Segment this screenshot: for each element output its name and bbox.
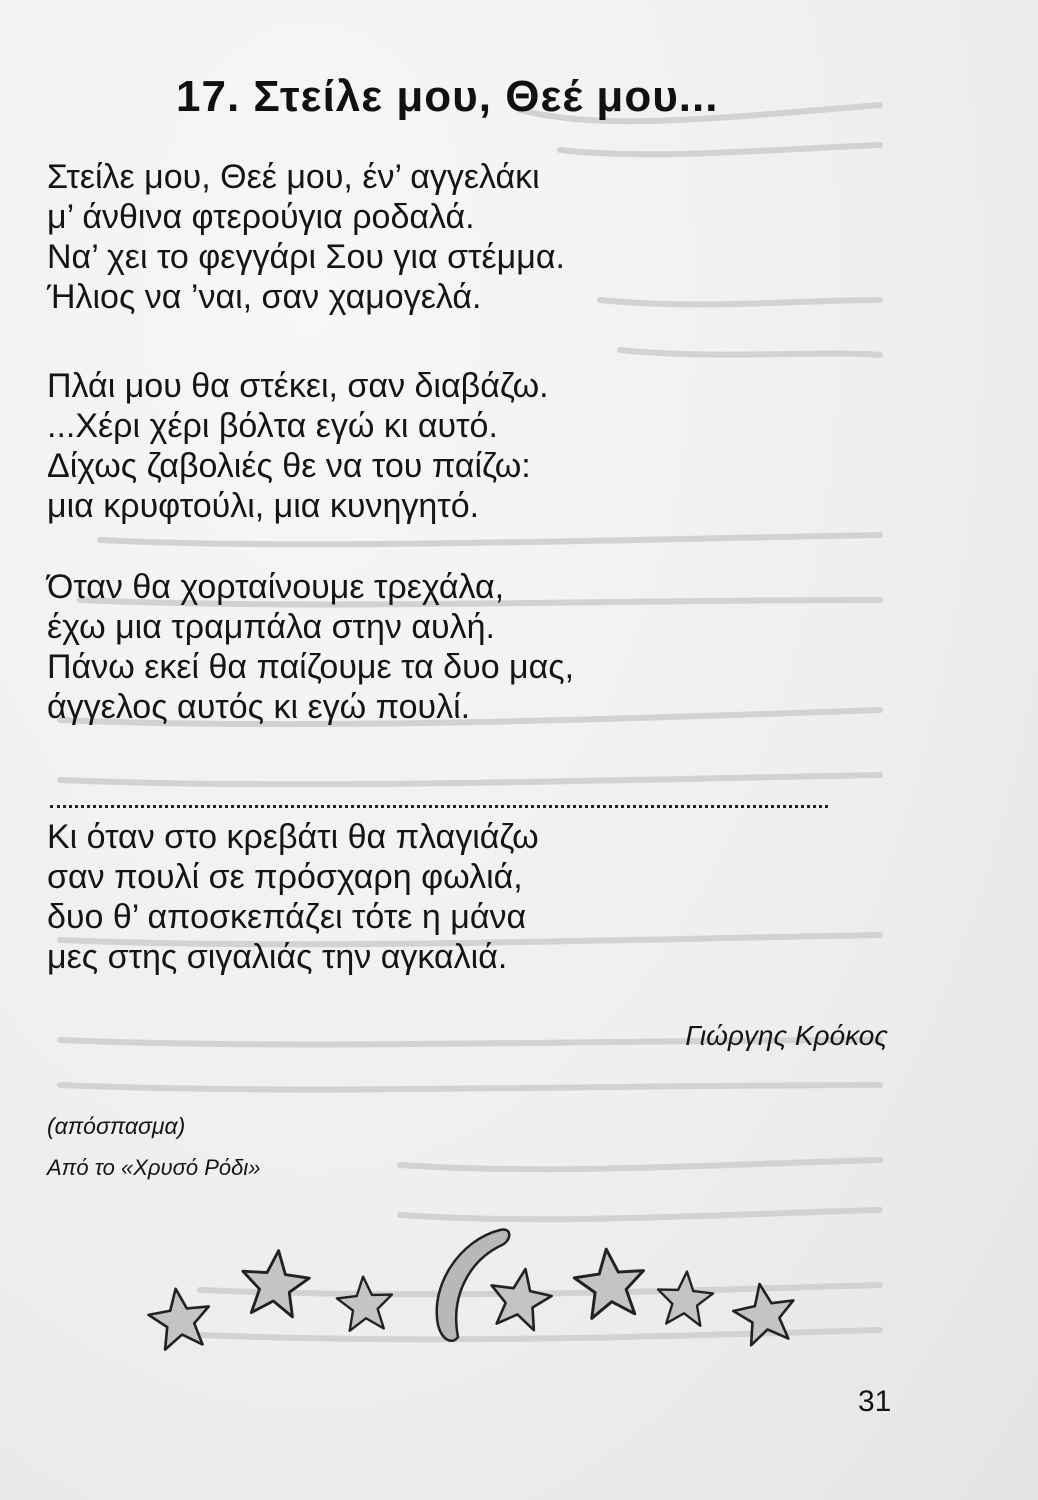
star-icon: [145, 1285, 213, 1352]
dotted-separator: [50, 805, 828, 808]
verse-line: Όταν θα χορταίνουμε τρεχάλα,: [47, 568, 505, 606]
source-citation: Από το «Χρυσό Ρόδι»: [47, 1155, 261, 1180]
verse-line: Δίχως ζαβολιές θε να του παίζω:: [47, 447, 531, 485]
star-icon: [336, 1275, 395, 1332]
stanza-4: [47, 817, 539, 977]
verse-line: Κι όταν στο κρεβάτι θα πλαγιάζω: [47, 818, 539, 856]
star-icon: [239, 1247, 312, 1318]
star-icon: [572, 1246, 648, 1320]
verse-line: μες στης σιγαλιάς την αγκαλιά.: [47, 938, 508, 976]
verse-line: Στείλε μου, Θεέ μου, έν’ αγγελάκι: [47, 158, 540, 196]
excerpt-note: (απόσπασμα): [47, 1113, 186, 1139]
verse-line: Να’ χει το φεγγάρι Σου για στέμμα.: [47, 238, 565, 276]
star-icon: [656, 1270, 715, 1327]
verse-line: δυο θ’ αποσκεπάζει τότε η μάνα: [47, 898, 527, 936]
author-name: Γιώργης Κρόκος: [685, 1020, 888, 1051]
star-icon: [730, 1279, 800, 1347]
verse-line: σαν πουλί σε πρόσχαρη φωλιά,: [47, 858, 523, 896]
stanza-3: [47, 567, 574, 727]
verse-line: έχω μια τραμπάλα στην αυλή.: [47, 608, 495, 646]
page-number: 31: [858, 1385, 892, 1418]
stanza-2: [47, 366, 549, 526]
verse-line: Πάνω εκεί θα παίζουμε τα δυο μας,: [47, 648, 575, 686]
verse-line: μ’ άνθινα φτερούγια ροδαλά.: [47, 198, 475, 236]
stars-and-moon-illustration: [140, 1205, 820, 1385]
verse-line: Πλάι μου θα στέκει, σαν διαβάζω.: [47, 367, 549, 405]
verse-line: μια κρυφτούλι, μια κυνηγητό.: [47, 487, 480, 525]
stanza-1: [47, 157, 565, 317]
verse-line: ...Χέρι χέρι βόλτα εγώ κι αυτό.: [47, 407, 498, 445]
star-icon: [485, 1264, 555, 1332]
verse-line: Ήλιος να ’ναι, σαν χαμογελά.: [47, 278, 482, 316]
poem-title: 17. Στείλε μου, Θεέ μου...: [176, 72, 719, 121]
verse-line: άγγελος αυτός κι εγώ πουλί.: [47, 688, 471, 726]
